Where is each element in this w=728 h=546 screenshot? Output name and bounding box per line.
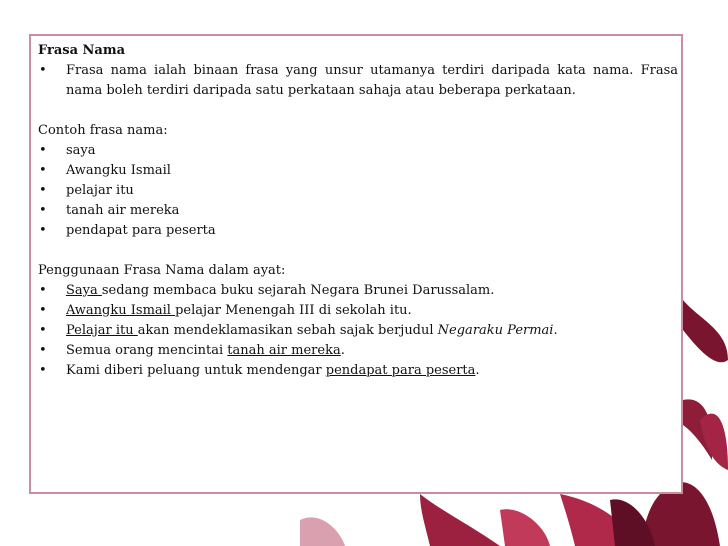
list-item: • pelajar itu (38, 181, 678, 201)
underlined-phrase: Saya (66, 283, 102, 298)
sentence-pre: Kami diberi peluang untuk mendengar (66, 363, 326, 378)
examples-heading: Contoh frasa nama: (38, 123, 168, 138)
sentence-pre: Semua orang mencintai (66, 343, 228, 358)
underlined-phrase: tanah air mereka (227, 343, 341, 358)
underlined-phrase: Awangku Ismail (66, 303, 176, 318)
examples-list (38, 141, 678, 241)
document-body (38, 41, 678, 381)
list-item (38, 281, 678, 301)
list-item: • Awangku Ismail (38, 161, 678, 181)
list-item (38, 361, 678, 381)
sentences-list (38, 281, 678, 381)
sentence-end: . (553, 323, 558, 338)
sentence-end: . (475, 363, 480, 378)
underlined-phrase: pendapat para peserta (325, 363, 476, 378)
list-item (38, 341, 678, 361)
sentence-rest: akan mendeklamasikan sebah sajak berjudul (137, 323, 438, 338)
list-item: • pendapat para peserta (38, 221, 678, 241)
usage-heading: Penggunaan Frasa Nama dalam ayat: (38, 263, 286, 278)
list-item (38, 321, 678, 341)
list-item (38, 301, 678, 321)
list-item: • saya (38, 141, 678, 161)
sentence-rest: pelajar Menengah III di sekolah itu. (175, 303, 412, 318)
sentence-end: . (340, 343, 345, 358)
definition-list (38, 61, 678, 101)
definition-text: • Frasa nama ialah binaan frasa yang unsur utamanya terdiri daripada kata nama. Frasa nama boleh terdiri daripada satu perkataan sahaja atau beberapa perkataan. (38, 61, 678, 101)
italic-title: Negaraku Permai (437, 323, 554, 338)
sentence-rest: sedang membaca buku sejarah Negara Brunei Darussalam. (101, 283, 495, 298)
list-item: • tanah air mereka (38, 201, 678, 221)
content-panel (29, 34, 683, 494)
section-title: Frasa Nama (38, 43, 126, 58)
underlined-phrase: Pelajar itu (66, 323, 138, 338)
